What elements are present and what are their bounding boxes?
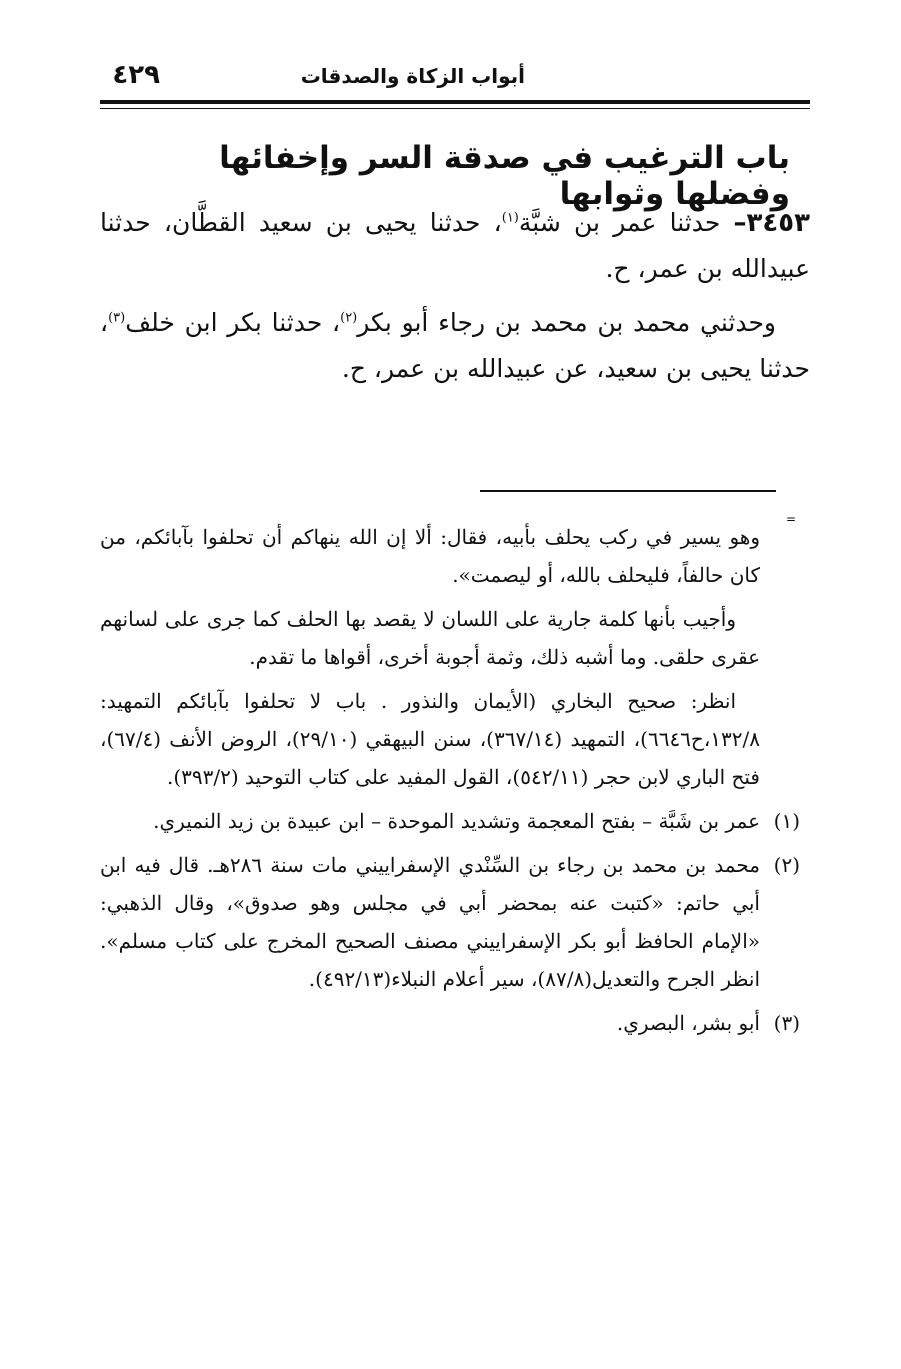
- chapter-heading: باب الترغيب في صدقة السر وإخفائها وفضلها وثوابها: [219, 140, 790, 212]
- footnote-text: محمد بن محمد بن رجاء بن السِّنْدي الإسفراييني مات سنة ٢٨٦هـ. قال فيه ابن أبي حاتم: «كتبت عنه بمحضر أبي في مجلس وهو صدوق»، وقال الذهبي: «الإمام الحافظ أبو بكر الإسفراييني مصنف الصحيح المخرج على كتاب مسلم». انظر الجرح والتعديل(٨٧/٨)، سير أعلام النبلاء(٤٩٢/١٣).: [100, 853, 760, 991]
- hadith-paragraph-2: [100, 300, 810, 392]
- footnote-label: (٣): [773, 1011, 800, 1035]
- footnote-text: أبو بشر، البصري.: [616, 1011, 760, 1035]
- page-number: ٤٢٩: [112, 60, 160, 90]
- header-rule-thin: [100, 108, 810, 109]
- footnote-text: عمر بن شَبَّة – بفتح المعجمة وتشديد الموحدة – ابن عبيدة بن زيد النميري.: [153, 809, 760, 833]
- hadith-text: ، حدثنا يحيى بن سعيد، عن عبيدالله بن عمر، ح.: [100, 308, 810, 383]
- hadith-text: ، حدثنا يحيى بن سعيد القطَّان، حدثنا عبيدالله بن عمر، ح.: [100, 208, 810, 283]
- hadith-paragraph-1: [100, 200, 810, 292]
- section-title: أبواب الزكاة والصدقات: [300, 64, 525, 88]
- footnote-ref-1: (١): [501, 210, 519, 226]
- main-text: [100, 200, 810, 400]
- footnote-references: انظر: صحيح البخاري (الأيمان والنذور . باب لا تحلفوا بآبائكم التمهيد: ١٣٢/٨،ح٦٦٤٦)، التمهيد (٣٦٧/١٤)، سنن البيهقي (٢٩/١٠)، الروض الأنف (٦٧/٤)، فتح الباري لابن حجر (٥٤٢/١١)، القول المفيد على كتاب التوحيد (٣٩٣/٢).: [100, 689, 761, 789]
- hadith-text: ، حدثنا بكر ابن خلف: [125, 308, 341, 337]
- footnote-ref-3: (٣): [108, 310, 126, 326]
- footnote-2: [100, 846, 810, 998]
- hadith-number: ٣٤٥٣–: [733, 208, 811, 238]
- running-head: [100, 60, 810, 98]
- footnotes: [100, 518, 810, 1048]
- footnote-1: [100, 802, 810, 840]
- hadith-text: وحدثني محمد بن محمد بن رجاء أبو بكر: [357, 308, 776, 337]
- footnote-3: [100, 1004, 810, 1042]
- footnote-ref-2: (٢): [340, 310, 358, 326]
- footnote-continuation: وهو يسير في ركب يحلف بأبيه، فقال: ألا إن الله ينهاكم أن تحلفوا بآبائكم، من كان حالفاً، فليحلف بالله، أو ليصمت».: [100, 525, 760, 587]
- footnote-separator: [480, 490, 776, 492]
- continuation-mark: =: [786, 512, 797, 526]
- footnote-label: (١): [773, 809, 800, 833]
- header-rule-thick: [100, 100, 810, 104]
- hadith-text: حدثنا عمر بن شبَّة: [518, 208, 734, 237]
- footnote-label: (٢): [773, 853, 800, 877]
- footnote-continuation: وأجيب بأنها كلمة جارية على اللسان لا يقصد بها الحلف كما جرى على لسانهم عقرى حلقى. وما أشبه ذلك، وثمة أجوبة أخرى، أقواها ما تقدم.: [100, 607, 760, 669]
